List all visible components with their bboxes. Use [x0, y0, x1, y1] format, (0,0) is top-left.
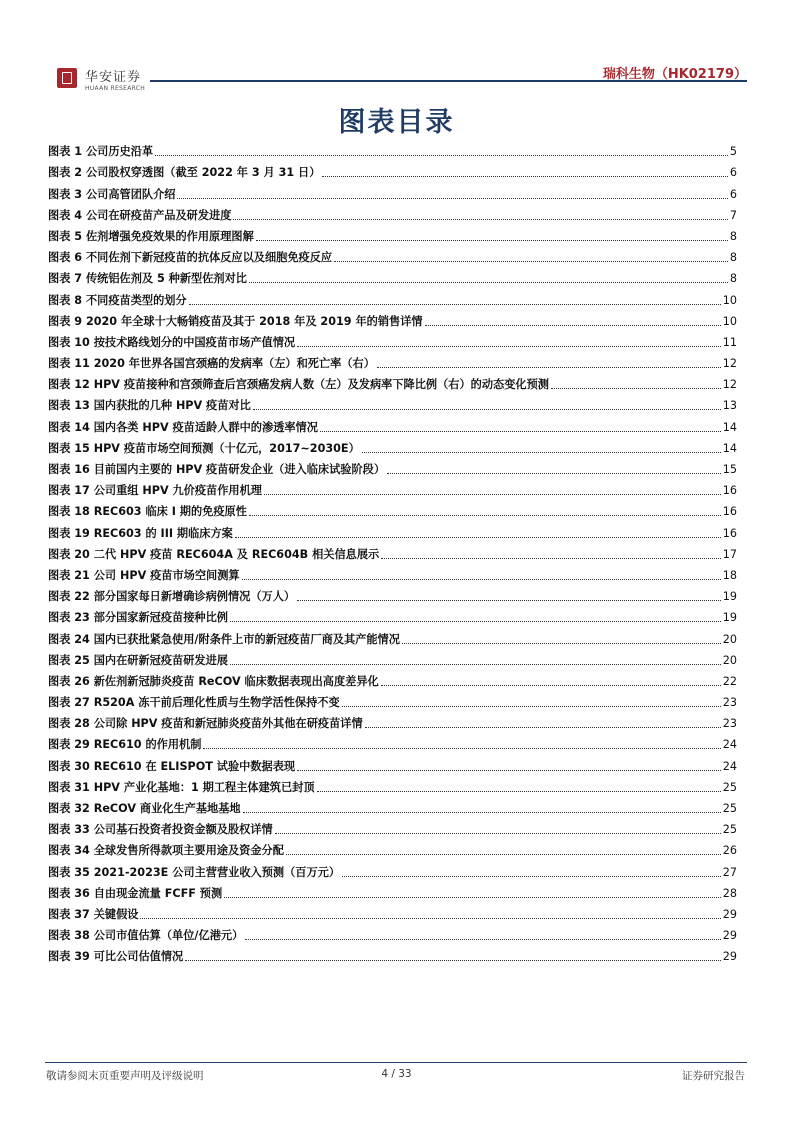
toc-entry-label: 图表 28 公司除 HPV 疫苗和新冠肺炎疫苗外其他在研疫苗详情	[48, 717, 363, 731]
toc-entry-label: 图表 35 2021-2023E 公司主营营业收入预测（百万元）	[48, 865, 341, 879]
toc-entry-label: 图表 11 2020 年世界各国宫颈癌的发病率（左）和死亡率（右）	[48, 357, 375, 371]
toc-entry-label: 图表 5 佐剂增强免疫效果的作用原理图解	[48, 229, 254, 243]
toc-entry-label: 图表 6 不同佐剂下新冠疫苗的抗体反应以及细胞免疫反应	[48, 251, 333, 265]
toc-entry-page: 16	[722, 526, 737, 540]
toc-entry-label: 图表 23 部分国家新冠疫苗接种比例	[48, 611, 228, 625]
toc-entry-label: 图表 13 国内获批的几种 HPV 疫苗对比	[48, 399, 251, 413]
toc-dot-leader	[230, 664, 721, 665]
toc-dot-leader	[425, 325, 721, 326]
logo-name-en: HUAAN RESEARCH	[85, 85, 146, 92]
toc-entry-label: 图表 36 自由现金流量 FCFF 预测	[48, 886, 223, 900]
toc-entry-label: 图表 3 公司高管团队介绍	[48, 187, 176, 201]
toc-dot-leader	[551, 388, 721, 389]
toc-dot-leader	[286, 854, 721, 855]
toc-entry-label: 图表 10 按技术路线划分的中国疫苗市场产值情况	[48, 335, 296, 349]
toc-dot-leader	[320, 431, 721, 432]
toc-entry-page: 26	[722, 844, 737, 858]
toc-entry[interactable]	[48, 308, 737, 329]
toc-entry-label: 图表 16 目前国内主要的 HPV 疫苗研发企业（进入临床试验阶段）	[48, 463, 386, 476]
page-title: 图表目录	[338, 107, 455, 138]
toc-dot-leader	[317, 791, 721, 792]
toc-entry-page: 7	[729, 208, 737, 222]
toc-entry-page: 16	[722, 484, 737, 498]
toc-entry[interactable]	[48, 583, 737, 604]
toc-entry-label: 图表 22 部分国家每日新增确诊病例情况（万人）	[48, 590, 296, 604]
toc-entry[interactable]	[48, 265, 737, 286]
logo-name-cn: 华安证券	[85, 70, 142, 85]
toc-entry-page: 12	[722, 378, 737, 392]
toc-entry-label: 图表 14 国内各类 HPV 疫苗适龄人群中的渗透率情况	[48, 420, 318, 434]
toc-entry[interactable]	[48, 413, 737, 434]
toc-entry-page: 22	[722, 674, 737, 688]
toc-entry[interactable]	[48, 837, 737, 858]
toc-entry-label: 图表 29 REC610 的作用机制	[48, 738, 202, 752]
toc-dot-leader	[233, 219, 727, 220]
toc-dot-leader	[275, 833, 721, 834]
toc-entry[interactable]	[48, 202, 737, 223]
toc-dot-leader	[322, 176, 727, 177]
toc-entry-page: 12	[722, 357, 737, 371]
toc-entry[interactable]	[48, 922, 737, 943]
toc-entry-page: 25	[722, 780, 737, 794]
toc-entry[interactable]	[48, 625, 737, 646]
toc-entry[interactable]	[48, 519, 737, 540]
toc-entry-label: 图表 37 关键假设	[48, 907, 139, 921]
toc-dot-leader	[249, 515, 721, 516]
report-type: 证券研究报告	[682, 1070, 745, 1082]
toc-entry-page: 27	[722, 865, 737, 879]
toc-dot-leader	[264, 494, 721, 495]
toc-entry-page: 25	[722, 802, 737, 815]
toc-entry[interactable]	[48, 244, 737, 265]
toc-entry-page: 29	[722, 950, 737, 964]
toc-entry-label: 图表 39 可比公司估值情况	[48, 950, 184, 964]
toc-entry-label: 图表 21 公司 HPV 疫苗市场空间测算	[48, 568, 240, 582]
toc-entry-page: 10	[722, 314, 737, 328]
toc-entry[interactable]	[48, 456, 737, 477]
toc-entry[interactable]	[48, 731, 737, 752]
toc-entry-page: 8	[729, 272, 737, 286]
toc-dot-leader	[342, 876, 721, 877]
toc-entry-label: 图表 7 传统铝佐剂及 5 种新型佐剂对比	[48, 272, 247, 286]
toc-entry-page: 20	[722, 653, 737, 667]
toc-entry[interactable]	[48, 371, 737, 392]
toc-entry[interactable]	[48, 901, 737, 922]
toc-entry[interactable]	[48, 180, 737, 201]
toc-entry-page: 23	[722, 717, 737, 731]
toc-entry-label: 图表 26 新佐剂新冠肺炎疫苗 ReCOV 临床数据表现出高度差异化	[48, 674, 379, 688]
toc-dot-leader	[203, 748, 720, 749]
toc-dot-leader	[387, 473, 721, 474]
toc-entry-page: 11	[722, 335, 737, 349]
toc-entry[interactable]	[48, 541, 737, 562]
toc-entry-page: 19	[722, 590, 737, 604]
page-number: 4 / 33	[381, 1068, 412, 1080]
toc-dot-leader	[334, 261, 728, 262]
toc-dot-leader	[230, 621, 721, 622]
toc-entry-label: 图表 8 不同疫苗类型的划分	[48, 293, 187, 307]
toc-entry-label: 图表 19 REC603 的 III 期临床方案	[48, 526, 233, 540]
toc-entry-page: 25	[722, 823, 737, 837]
toc-dot-leader	[245, 939, 720, 940]
toc-entry-label: 图表 20 二代 HPV 疫苗 REC604A 及 REC604B 相关信息展示	[48, 547, 380, 561]
toc-entry[interactable]	[48, 816, 737, 837]
huaan-logo-icon	[57, 68, 77, 88]
toc-entry-page: 29	[722, 907, 737, 921]
toc-entry-page: 16	[722, 505, 737, 519]
toc-dot-leader	[365, 727, 721, 728]
toc-entry-label: 图表 25 国内在研新冠疫苗研发进展	[48, 653, 228, 667]
toc-entry-page: 15	[722, 463, 737, 476]
toc-dot-leader	[256, 240, 728, 241]
toc-entry[interactable]	[48, 223, 737, 244]
toc-entry-label: 图表 33 公司基石投资者投资金额及股权详情	[48, 823, 273, 837]
toc-dot-leader	[140, 918, 720, 919]
toc-entry[interactable]	[48, 562, 737, 583]
toc-entry-label: 图表 9 2020 年全球十大畅销疫苗及其于 2018 年及 2019 年的销售详情	[48, 314, 423, 328]
toc-entry[interactable]	[48, 752, 737, 773]
toc-entry[interactable]	[48, 286, 737, 307]
toc-dot-leader	[189, 304, 721, 305]
company-name: 瑞科生物（HK02179）	[602, 67, 747, 82]
toc-dot-leader	[297, 600, 721, 601]
toc-entry-page: 19	[722, 611, 737, 625]
toc-entry-page: 17	[722, 547, 737, 561]
toc-entry[interactable]	[48, 710, 737, 731]
toc-entry-page: 28	[722, 886, 737, 900]
toc-dot-leader	[243, 812, 721, 813]
toc-entry-page: 6	[729, 187, 737, 201]
toc-dot-leader	[297, 346, 721, 347]
toc-entry[interactable]	[48, 498, 737, 519]
toc-entry-label: 图表 4 公司在研疫苗产品及研发进度	[48, 208, 232, 222]
toc-entry-page: 23	[722, 696, 737, 710]
toc-dot-leader	[177, 198, 727, 199]
toc-dot-leader	[235, 537, 721, 538]
toc-entry-label: 图表 32 ReCOV 商业化生产基地基地	[48, 802, 241, 815]
toc-dot-leader	[381, 558, 721, 559]
toc-entry-page: 14	[722, 441, 737, 455]
toc-dot-leader	[224, 897, 721, 898]
toc-dot-leader	[185, 960, 721, 961]
toc-entry[interactable]	[48, 689, 737, 710]
toc-entry-page: 6	[729, 166, 737, 180]
toc-entry-page: 18	[722, 568, 737, 582]
toc-entry-page: 13	[722, 399, 737, 413]
toc-entry[interactable]	[48, 159, 737, 180]
toc-entry[interactable]	[48, 795, 737, 816]
toc-entry-label: 图表 38 公司市值估算（单位/亿港元）	[48, 929, 244, 943]
toc-dot-leader	[249, 282, 728, 283]
toc-entry[interactable]	[48, 392, 737, 413]
toc-entry-page: 14	[722, 420, 737, 434]
toc-entry-page: 8	[729, 229, 737, 243]
footer-divider	[45, 1062, 747, 1063]
toc-dot-leader	[297, 770, 721, 771]
toc-entry[interactable]	[48, 668, 737, 689]
toc-entry-page: 24	[722, 759, 737, 773]
toc-entry[interactable]	[48, 943, 737, 964]
footer-disclaimer: 敬请参阅末页重要声明及评级说明	[46, 1070, 204, 1082]
toc-entry-label: 图表 34 全球发售所得款项主要用途及资金分配	[48, 844, 284, 858]
toc-dot-leader	[377, 367, 721, 368]
toc-entry-page: 24	[722, 738, 737, 752]
toc-dot-leader	[342, 706, 721, 707]
toc-entry-page: 8	[729, 251, 737, 265]
toc-entry[interactable]	[48, 774, 737, 795]
toc-entry[interactable]	[48, 477, 737, 498]
toc-entry-label: 图表 12 HPV 疫苗接种和宫颈筛查后宫颈癌发病人数（左）及发病率下降比例（右）的动态变化预测	[48, 378, 549, 392]
toc-entry-page: 20	[722, 632, 737, 646]
toc-entry-page: 29	[722, 929, 737, 943]
toc-entry-label: 图表 2 公司股权穿透图（截至 2022 年 3 月 31 日）	[48, 166, 321, 180]
toc-entry-label: 图表 31 HPV 产业化基地：1 期工程主体建筑已封顶	[48, 780, 315, 794]
toc-entry[interactable]	[48, 604, 737, 625]
toc-dot-leader	[402, 643, 721, 644]
toc-dot-leader	[362, 452, 721, 453]
toc-entry[interactable]	[48, 858, 737, 879]
toc-entry[interactable]	[48, 138, 737, 159]
toc-entry-page: 5	[729, 145, 737, 159]
toc-entry-label: 图表 30 REC610 在 ELISPOT 试验中数据表现	[48, 759, 296, 773]
toc-dot-leader	[381, 685, 721, 686]
toc-entry[interactable]	[48, 350, 737, 371]
toc-dot-leader	[253, 409, 721, 410]
table-of-figures	[48, 138, 737, 964]
toc-entry-label: 图表 18 REC603 临床 I 期的免疫原性	[48, 505, 247, 519]
toc-entry-label: 图表 17 公司重组 HPV 九价疫苗作用机理	[48, 484, 262, 498]
toc-dot-leader	[155, 155, 728, 156]
toc-entry-label: 图表 15 HPV 疫苗市场空间预测（十亿元，2017~2030E）	[48, 441, 360, 455]
toc-entry-page: 10	[722, 293, 737, 307]
toc-entry[interactable]	[48, 329, 737, 350]
toc-dot-leader	[242, 579, 721, 580]
toc-entry[interactable]	[48, 647, 737, 668]
toc-entry-label: 图表 1 公司历史沿革	[48, 145, 154, 159]
toc-entry[interactable]	[48, 435, 737, 456]
page-header	[45, 58, 747, 98]
toc-entry[interactable]	[48, 880, 737, 901]
toc-entry-label: 图表 24 国内已获批紧急使用/附条件上市的新冠疫苗厂商及其产能情况	[48, 632, 400, 646]
toc-entry-label: 图表 27 R520A 冻干前后理化性质与生物学活性保持不变	[48, 696, 340, 710]
